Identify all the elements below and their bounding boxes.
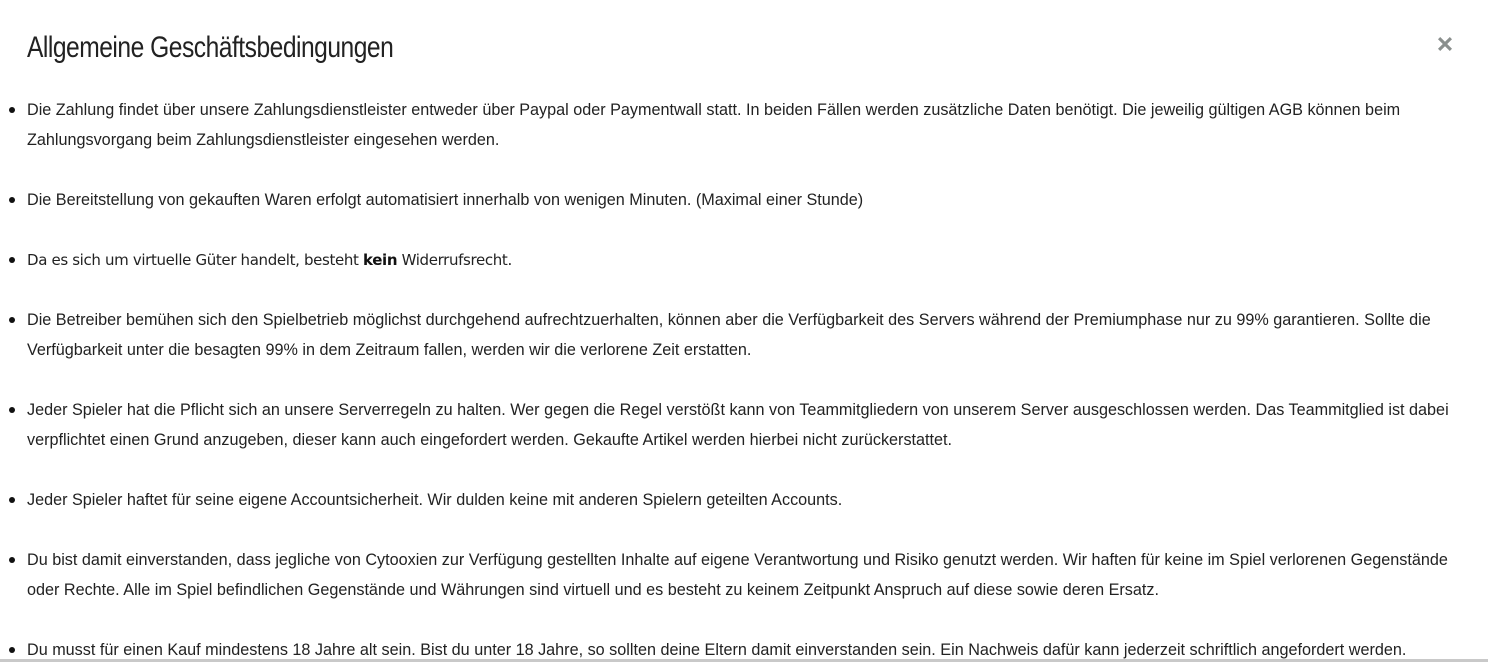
bullet-marker — [9, 257, 15, 263]
bullet-marker — [9, 107, 15, 113]
bullet-marker — [9, 497, 15, 503]
terms-item-payment — [0, 95, 1488, 155]
bullet-marker — [9, 407, 15, 413]
terms-item-availability — [0, 305, 1488, 365]
terms-item-text: Du bist damit einverstanden, dass jegliche von Cytooxien zur Verfügung gestellten Inhalte auf eigene Verantwortung und Risiko genutzt werden. Wir haften für keine im Spiel verlorenen Gegenstände oder Rechte. Alle im Spiel befindlichen Gegenstände und Währungen sind virtuell und es besteht zu keinem Zeitpunkt Anspruch auf diese sowie deren Ersatz. — [27, 551, 1448, 599]
terms-item-text: Die Bereitstellung von gekauften Waren erfolgt automatisiert innerhalb von wenigen Minuten. (Maximal einer Stunde) — [27, 191, 864, 209]
bullet-marker — [9, 647, 15, 653]
terms-item-text — [27, 245, 1458, 275]
bullet-marker — [9, 557, 15, 563]
terms-item-rules — [0, 395, 1488, 455]
terms-item-age — [0, 635, 1488, 662]
terms-item-text: Jeder Spieler hat die Pflicht sich an unsere Serverregeln zu halten. Wer gegen die Regel verstößt kann von Teammitgliedern von unserem Server ausgeschlossen werden. Das Teammitglied ist dabei verpflichtet einen Grund anzugeben, dieser kann auch eingefordert werden. Gekaufte Artikel werden hierbei nicht zurückerstattet. — [27, 401, 1449, 449]
terms-list — [0, 95, 1488, 662]
close-icon — [1433, 32, 1457, 56]
bullet-marker — [9, 197, 15, 203]
terms-item-delivery — [0, 185, 1488, 215]
terms-item-withdrawal — [0, 245, 1488, 275]
terms-item-text: Jeder Spieler haftet für seine eigene Accountsicherheit. Wir dulden keine mit anderen Spielern geteilten Accounts. — [27, 491, 843, 509]
terms-item-text-before: Da es sich um virtuelle Güter handelt, besteht — [27, 251, 363, 269]
terms-item-text: Die Betreiber bemühen sich den Spielbetrieb möglichst durchgehend aufrechtzuerhalten, können aber die Verfügbarkeit des Servers während der Premiumphase nur zu 99% garantieren. Sollte die Verfügbarkeit unter die besagten 99% in dem Zeitraum fallen, werden wir die verlorene Zeit erstatten. — [27, 311, 1431, 359]
bullet-marker — [9, 317, 15, 323]
terms-item-account-security — [0, 485, 1488, 515]
modal-header — [0, 0, 1488, 92]
modal-title: Allgemeine Geschäftsbedingungen — [27, 31, 394, 64]
terms-item-emphasis: kein — [362, 251, 398, 269]
terms-item-text: Du musst für einen Kauf mindestens 18 Jahre alt sein. Bist du unter 18 Jahre, so sollten deine Eltern damit einverstanden sein. Ein Nachweis dafür kann jederzeit schriftlich angefordert werden. — [27, 641, 1407, 659]
terms-item-text: Die Zahlung findet über unsere Zahlungsdienstleister entweder über Paypal oder Paymentwall statt. In beiden Fällen werden zusätzliche Daten benötigt. Die jeweilig gültigen AGB können beim Zahlungsvorgang beim Zahlungsdienstleister eingesehen werden. — [27, 101, 1401, 149]
close-button[interactable] — [1433, 32, 1457, 56]
terms-item-text-after: Widerrufsrecht. — [397, 251, 512, 269]
terms-item-liability — [0, 545, 1488, 605]
